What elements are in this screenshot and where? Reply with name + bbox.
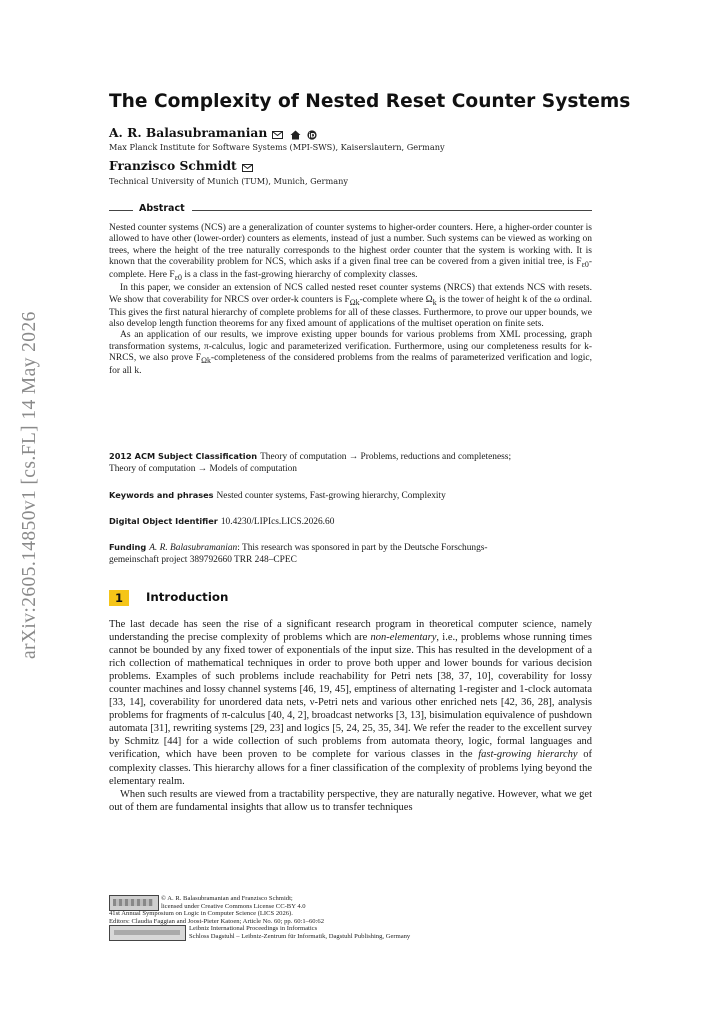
abstract-rule-right xyxy=(192,210,592,211)
section-title: Introduction xyxy=(146,590,229,604)
intro-paragraph xyxy=(109,788,592,814)
introduction-body xyxy=(109,618,592,814)
intro-line: the complexity of problems lying beyond the elementary realm. xyxy=(109,762,592,787)
abstract-line: considered problems from the realms of parameterized verification and logic, for all k. xyxy=(109,352,592,377)
doi-label: Digital Object Identifier xyxy=(109,516,218,526)
abstract-line: problems for all of these classes. Furthermore, to prove our upper bounds, we also develop length xyxy=(109,307,593,330)
author-name-text: A. R. Balasubramanian xyxy=(109,125,268,140)
funding-line-1: : This research was sponsored in part by the Deutsche Forschungs- xyxy=(237,543,488,553)
acm-label: 2012 ACM Subject Classification xyxy=(109,451,258,461)
footer-conference: 41st Annual Symposium on Logic in Computer Science (LICS 2026). xyxy=(109,910,293,918)
abstract-rule-left xyxy=(109,210,133,211)
acm-line-1: Theory of computation → Problems, reductions and completeness; xyxy=(260,452,512,462)
abstract-heading: Abstract xyxy=(139,203,185,214)
acm-line-2: Theory of computation → Models of computation xyxy=(109,464,297,474)
footer-editors: Editors: Claudia Faggian and Joost-Pieter Katoen; Article No. 60; pp. 60:1–60:62 xyxy=(109,917,324,925)
abstract-line: function theorems for any fixed amount of applications of the multiset operation on finite sets. xyxy=(185,319,544,330)
abstract-line: Nested counter systems (NCS) are a generalization of counter systems to higher-order counters. xyxy=(109,223,473,233)
envelope-icon[interactable] xyxy=(242,164,253,172)
intro-line: When such results are viewed from a tractability perspective, they are naturally negative. xyxy=(120,788,495,800)
funding-line-2: gemeinschaft project 389792660 TRR 248–CPEC xyxy=(109,555,297,565)
home-icon[interactable] xyxy=(290,130,301,140)
author-affiliation-1: Max Planck Institute for Software Systems (MPI-SWS), Kaiserslautern, Germany xyxy=(109,142,445,152)
lipics-logo xyxy=(109,925,186,941)
cc-by-logo xyxy=(109,895,159,911)
intro-line: science, namely understanding the precise complexity of problems which are non-elementary, xyxy=(109,619,592,644)
svg-text:iD: iD xyxy=(308,131,316,139)
intro-line: broadcast networks [3, 13], bisimulation equivalence of pushdown automata [31], rewriting xyxy=(109,710,593,735)
author-name-text: Franzisco Schmidt xyxy=(109,158,237,173)
intro-line: techniques in order to prove both upper and lower bounds for various decision problems. xyxy=(109,658,593,683)
abstract-line: XML processing, graph transformation systems, π-calculus, logic and parameterized verification. xyxy=(109,330,592,352)
intro-line: The last decade has seen the rise of a significant research program in theoretical computer xyxy=(109,619,518,630)
footer-series: Leibniz International Proceedings in Informatics xyxy=(189,925,318,933)
keywords xyxy=(109,489,592,502)
abstract-line: Here, a higher-order counter is allowed to have other (lower-order) counters as elements, instead xyxy=(109,223,592,245)
paper-title: The Complexity of Nested Reset Counter Systems xyxy=(109,91,631,112)
keywords-label: Keywords and phrases xyxy=(109,490,214,500)
doi xyxy=(109,515,592,528)
orcid-icon[interactable] xyxy=(307,130,317,140)
funding-label: Funding xyxy=(109,542,147,552)
intro-line: and 1-clock automata [33, 14], coverability for unordered data nets, ν-Petri nets and various xyxy=(109,684,593,709)
abstract-line: In this paper, we consider an extension of NCS called nested reset counter systems (NRCS) that xyxy=(120,283,493,294)
author-name-1 xyxy=(109,125,319,141)
abstract-line: extends NCS with resets. We show that coverability for NRCS over order-k counters is $F_{\Omega k}$-complete xyxy=(109,283,592,307)
keywords-text: Nested counter systems, Fast-growing hierarchy, Complexity xyxy=(216,491,446,501)
footer-copyright: © A. R. Balasubramanian and Franzisco Schmidt; xyxy=(161,895,293,902)
abstract-line: where $\Omega_k$ is the tower of height k of the ω ordinal. This gives the first natural hierarchy of complete xyxy=(109,294,592,318)
doi-link[interactable]: 10.4230/LIPIcs.LICS.2026.60 xyxy=(220,517,335,527)
intro-line: other enriched nets [42, 36, 28], analysis problems for fragments of π-calculus [40, 4, 2], xyxy=(109,697,592,722)
acm-classification xyxy=(109,450,592,475)
intro-line: i.e., problems whose running times cannot be bounded by any fixed tower of exponentials xyxy=(109,632,593,657)
intro-paragraph xyxy=(109,618,592,788)
abstract-line: naturally corresponds to the highest order counter that the system is working with. It is known that xyxy=(109,245,593,267)
envelope-icon[interactable] xyxy=(272,131,283,139)
abstract-line: As an application of our results, we improve existing upper bounds for various problems from xyxy=(120,330,496,341)
abstract-line: the coverability problem for NCS, which asks if a given final tree can be covered from a given initial xyxy=(154,256,546,267)
intro-line: systems [29, 23] and logics [5, 24, 25, 35, 34]. We refer the reader to the excellent survey xyxy=(214,723,593,735)
abstract-line: of just a number. Such systems can be viewed as working on trees, where the height of the tree xyxy=(109,234,592,256)
intro-line: of the input size. This has resulted in the development of a rich collection of mathematical xyxy=(109,645,592,670)
intro-line: by Schmitz [44] for a wide collection of such problems from automata theory, logic, formal xyxy=(109,736,526,748)
abstract-line: Furthermore, using our completeness results for k-NRCS, we also prove $F_{\Omega k}$-completeness of the xyxy=(109,341,592,365)
funding xyxy=(109,541,592,566)
intro-line: counter machines and lossy channel systems [46, 19, 45], emptiness of alternating 1-register xyxy=(109,684,499,696)
arxiv-watermark: arXiv:2605.14850v1 [cs.FL] 14 May 2026 xyxy=(19,311,40,659)
author-name-2 xyxy=(109,158,255,174)
intro-line: languages and verification, which have been proven to be complete for various classes in the xyxy=(109,736,592,761)
abstract-line: tree, is $F_{\varepsilon 0}$-complete. Here $F_{\varepsilon 0}$ is a class in the fast-growing hierarchy of complexity classes. xyxy=(109,256,593,282)
abstract-paragraph xyxy=(109,330,592,377)
abstract-body xyxy=(109,223,592,377)
author-affiliation-2: Technical University of Munich (TUM), Munich, Germany xyxy=(109,176,348,186)
intro-line: However, what we get out of them are fundamental insights that allow us to transfer techniques xyxy=(109,788,593,813)
footer-publisher: Schloss Dagstuhl – Leibniz-Zentrum für Informatik, Dagstuhl Publishing, Germany xyxy=(189,933,411,940)
abstract-paragraph xyxy=(109,283,592,330)
intro-line: Examples of such problems include reachability for Petri nets [38, 37, 10], coverability for lossy xyxy=(155,671,593,683)
footer-license[interactable]: licensed under Creative Commons License CC-BY 4.0 xyxy=(161,902,306,910)
abstract-paragraph xyxy=(109,223,592,283)
section-number: 1 xyxy=(109,590,129,606)
intro-line: fast-growing hierarchy of complexity classes. This hierarchy allows for a finer classification of xyxy=(109,749,593,774)
funding-person: A. R. Balasubramanian xyxy=(149,543,238,553)
